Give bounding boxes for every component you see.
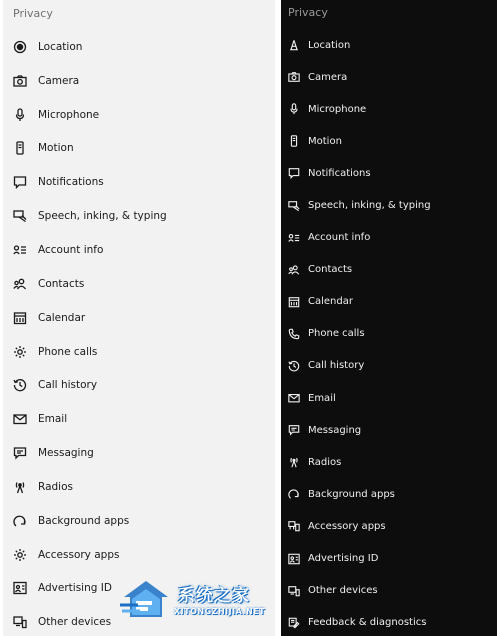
camera-icon (13, 74, 27, 88)
menu-item-call-history[interactable] (281, 350, 497, 382)
menu-item-label: Account info (308, 232, 371, 244)
history-icon (13, 378, 27, 392)
menu-item-label: Messaging (38, 447, 94, 460)
menu-item-call-history[interactable] (3, 368, 275, 402)
menu-item-messaging[interactable] (3, 436, 275, 470)
gear-icon (13, 345, 27, 359)
menu-item-label: Contacts (38, 277, 85, 290)
menu-item-camera[interactable] (281, 61, 497, 93)
microphone-icon (288, 103, 300, 115)
menu-item-account-info[interactable] (281, 222, 497, 254)
notifications-icon (288, 167, 300, 179)
menu-item-other-devices[interactable] (281, 575, 497, 607)
menu-item-label: Background apps (308, 488, 395, 500)
menu-item-radios[interactable] (3, 470, 275, 504)
background-apps-icon (288, 488, 300, 500)
settings-list (3, 30, 275, 636)
calendar-icon (13, 311, 27, 325)
menu-item-label: Other devices (38, 616, 112, 629)
page-title: Privacy (288, 6, 328, 19)
menu-item-accessory-apps[interactable] (3, 538, 275, 572)
dark-theme-privacy-panel (281, 0, 497, 636)
menu-item-notifications[interactable] (3, 165, 275, 199)
menu-item-email[interactable] (281, 382, 497, 414)
menu-item-location[interactable] (281, 29, 497, 61)
phone-icon (288, 328, 300, 340)
speech-icon (13, 209, 27, 223)
menu-item-contacts[interactable] (3, 267, 275, 301)
menu-item-label: Call history (38, 379, 98, 392)
page-title: Privacy (13, 7, 53, 20)
menu-item-label: Background apps (38, 514, 130, 527)
menu-item-location[interactable] (3, 30, 275, 64)
menu-item-label: Speech, inking, & typing (38, 210, 167, 223)
location-icon (13, 40, 27, 54)
menu-item-calendar[interactable] (281, 286, 497, 318)
menu-item-email[interactable] (3, 402, 275, 436)
menu-item-label: Location (38, 40, 83, 53)
menu-item-label: Speech, inking, & typing (308, 200, 431, 212)
menu-item-phone-calls[interactable] (281, 318, 497, 350)
menu-item-calendar[interactable] (3, 301, 275, 335)
motion-icon (13, 141, 27, 155)
menu-item-label: Accessory apps (308, 520, 386, 532)
menu-item-account-info[interactable] (3, 233, 275, 267)
account-info-icon (13, 243, 27, 257)
menu-item-label: Email (38, 413, 68, 426)
menu-item-label: Notifications (38, 176, 104, 189)
menu-item-radios[interactable] (281, 446, 497, 478)
location-pin-icon (288, 39, 300, 51)
menu-item-label: Account info (38, 243, 104, 256)
house-logo-icon (118, 575, 176, 623)
menu-item-label: Motion (38, 142, 74, 155)
menu-item-label: Notifications (308, 167, 371, 179)
menu-item-microphone[interactable] (281, 93, 497, 125)
menu-item-speech-inking-typing[interactable] (3, 199, 275, 233)
radios-icon (288, 456, 300, 468)
menu-item-label: Contacts (308, 264, 353, 276)
menu-item-label: Motion (308, 135, 342, 147)
menu-item-label: Phone calls (308, 328, 365, 340)
watermark-english-text: XITONGZHIJIA.NET (174, 607, 266, 616)
radios-icon (13, 480, 27, 494)
motion-icon (288, 135, 300, 147)
menu-item-accessory-apps[interactable] (281, 510, 497, 542)
email-icon (13, 412, 27, 426)
menu-item-advertising-id[interactable] (281, 543, 497, 575)
menu-item-camera[interactable] (3, 64, 275, 98)
menu-item-label: Radios (308, 456, 342, 468)
menu-item-microphone[interactable] (3, 98, 275, 132)
menu-item-motion[interactable] (3, 132, 275, 166)
menu-item-label: Calendar (308, 296, 353, 308)
other-devices-icon (13, 615, 27, 629)
menu-item-speech-inking-typing[interactable] (281, 189, 497, 221)
menu-item-label: Other devices (308, 585, 378, 597)
menu-item-messaging[interactable] (281, 414, 497, 446)
messaging-icon (288, 424, 300, 436)
feedback-icon (288, 617, 300, 629)
history-icon (288, 360, 300, 372)
other-devices-icon (288, 585, 300, 597)
menu-item-motion[interactable] (281, 125, 497, 157)
menu-item-label: Radios (38, 480, 73, 493)
site-watermark-logo (118, 575, 280, 625)
camera-icon (288, 71, 300, 83)
menu-item-contacts[interactable] (281, 254, 497, 286)
menu-item-background-apps[interactable] (3, 504, 275, 538)
notifications-icon (13, 175, 27, 189)
menu-item-label: Camera (38, 74, 80, 87)
menu-item-label: Call history (308, 360, 365, 372)
menu-item-label: Calendar (38, 311, 86, 324)
menu-item-background-apps[interactable] (281, 478, 497, 510)
advertising-id-icon (13, 581, 27, 595)
menu-item-label: Phone calls (38, 345, 98, 358)
menu-item-label: Messaging (308, 424, 362, 436)
menu-item-label: Accessory apps (38, 548, 120, 561)
settings-list (281, 29, 497, 636)
calendar-icon (288, 296, 300, 308)
menu-item-phone-calls[interactable] (3, 335, 275, 369)
gear-icon (13, 548, 27, 562)
watermark-chinese-text: 系统之家 (178, 586, 250, 606)
menu-item-label: Camera (308, 71, 348, 83)
menu-item-notifications[interactable] (281, 157, 497, 189)
accessory-apps-icon (288, 520, 300, 532)
menu-item-label: Advertising ID (38, 582, 112, 595)
menu-item-label: Advertising ID (308, 553, 379, 565)
microphone-icon (13, 108, 27, 122)
speech-icon (288, 200, 300, 212)
menu-item-feedback-diagnostics[interactable] (281, 607, 497, 636)
menu-item-label: Location (308, 39, 351, 51)
light-theme-privacy-panel (3, 0, 275, 636)
advertising-id-icon (288, 553, 300, 565)
contacts-icon (13, 277, 27, 291)
menu-item-label: Feedback & diagnostics (308, 617, 427, 629)
menu-item-label: Email (308, 392, 336, 404)
menu-item-label: Microphone (308, 103, 367, 115)
account-info-icon (288, 232, 300, 244)
menu-item-label: Microphone (38, 108, 100, 121)
email-icon (288, 392, 300, 404)
messaging-icon (13, 446, 27, 460)
contacts-icon (288, 264, 300, 276)
background-apps-icon (13, 514, 27, 528)
